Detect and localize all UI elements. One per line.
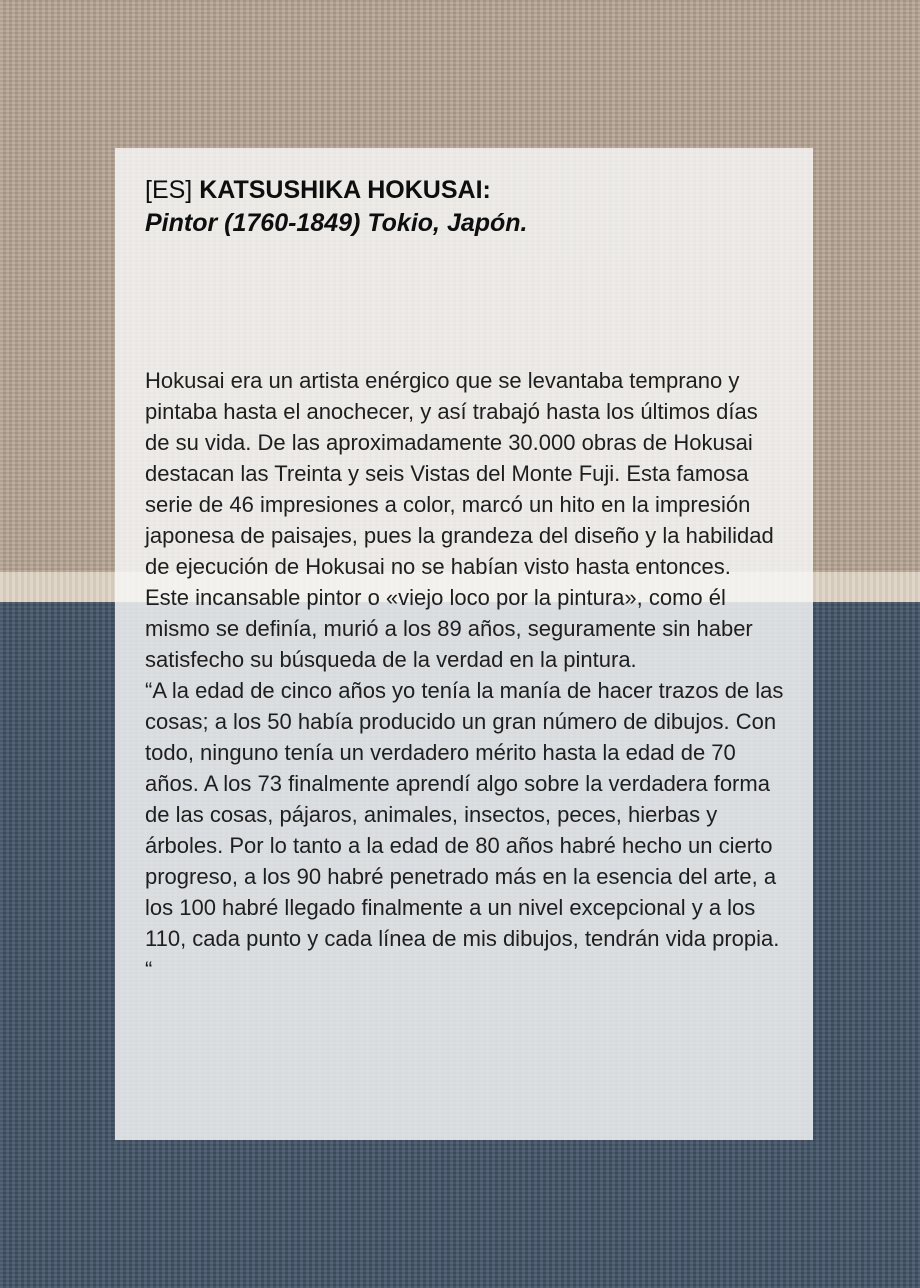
card-heading [145,174,783,240]
artist-name: KATSUSHIKA HOKUSAI: [199,176,491,204]
biography-text [145,365,785,985]
artist-subtitle: Pintor (1760-1849) Tokio, Japón. [145,209,528,237]
biography-paragraph-2: Este incansable pintor o «viejo loco por la pintura», como él mismo se definía, murió a los 89 años, seguramente sin haber satisfecho su búsqueda de la verdad en la pintura. [145,585,753,672]
biography-quote: “A la edad de cinco años yo tenía la manía de hacer trazos de las cosas; a los 50 había producido un gran número de dibujos. Con todo, ninguno tenía un verdadero mérito hasta la edad de 70 años. A los 73 finalmente aprendí algo sobre la verdadera forma de las cosas, pájaros, animales, insectos, peces, hierbas y árboles. Por lo tanto a la edad de 80 años habré hecho un cierto progreso, a los 90 habré penetrado más en la esencia del arte, a los 100 habré llegado finalmente a un nivel excepcional y a los 110, cada punto y cada línea de mis dibujos, tendrán vida propia. “ [145,678,784,982]
biography-paragraph-1: Hokusai era un artista enérgico que se levantaba temprano y pintaba hasta el anochecer, y así trabajó hasta los últimos días de su vida. De las aproximadamente 30.000 obras de Hokusai destacan las Treinta y seis Vistas del Monte Fuji. Esta famosa serie de 46 impresiones a color, marcó un hito en la impresión japonesa de paisajes, pues la grandeza del diseño y la habilidad de ejecución de Hokusai no se habían visto hasta entonces. [145,368,774,579]
language-tag: [ES] [145,176,200,204]
info-card [115,148,813,1140]
